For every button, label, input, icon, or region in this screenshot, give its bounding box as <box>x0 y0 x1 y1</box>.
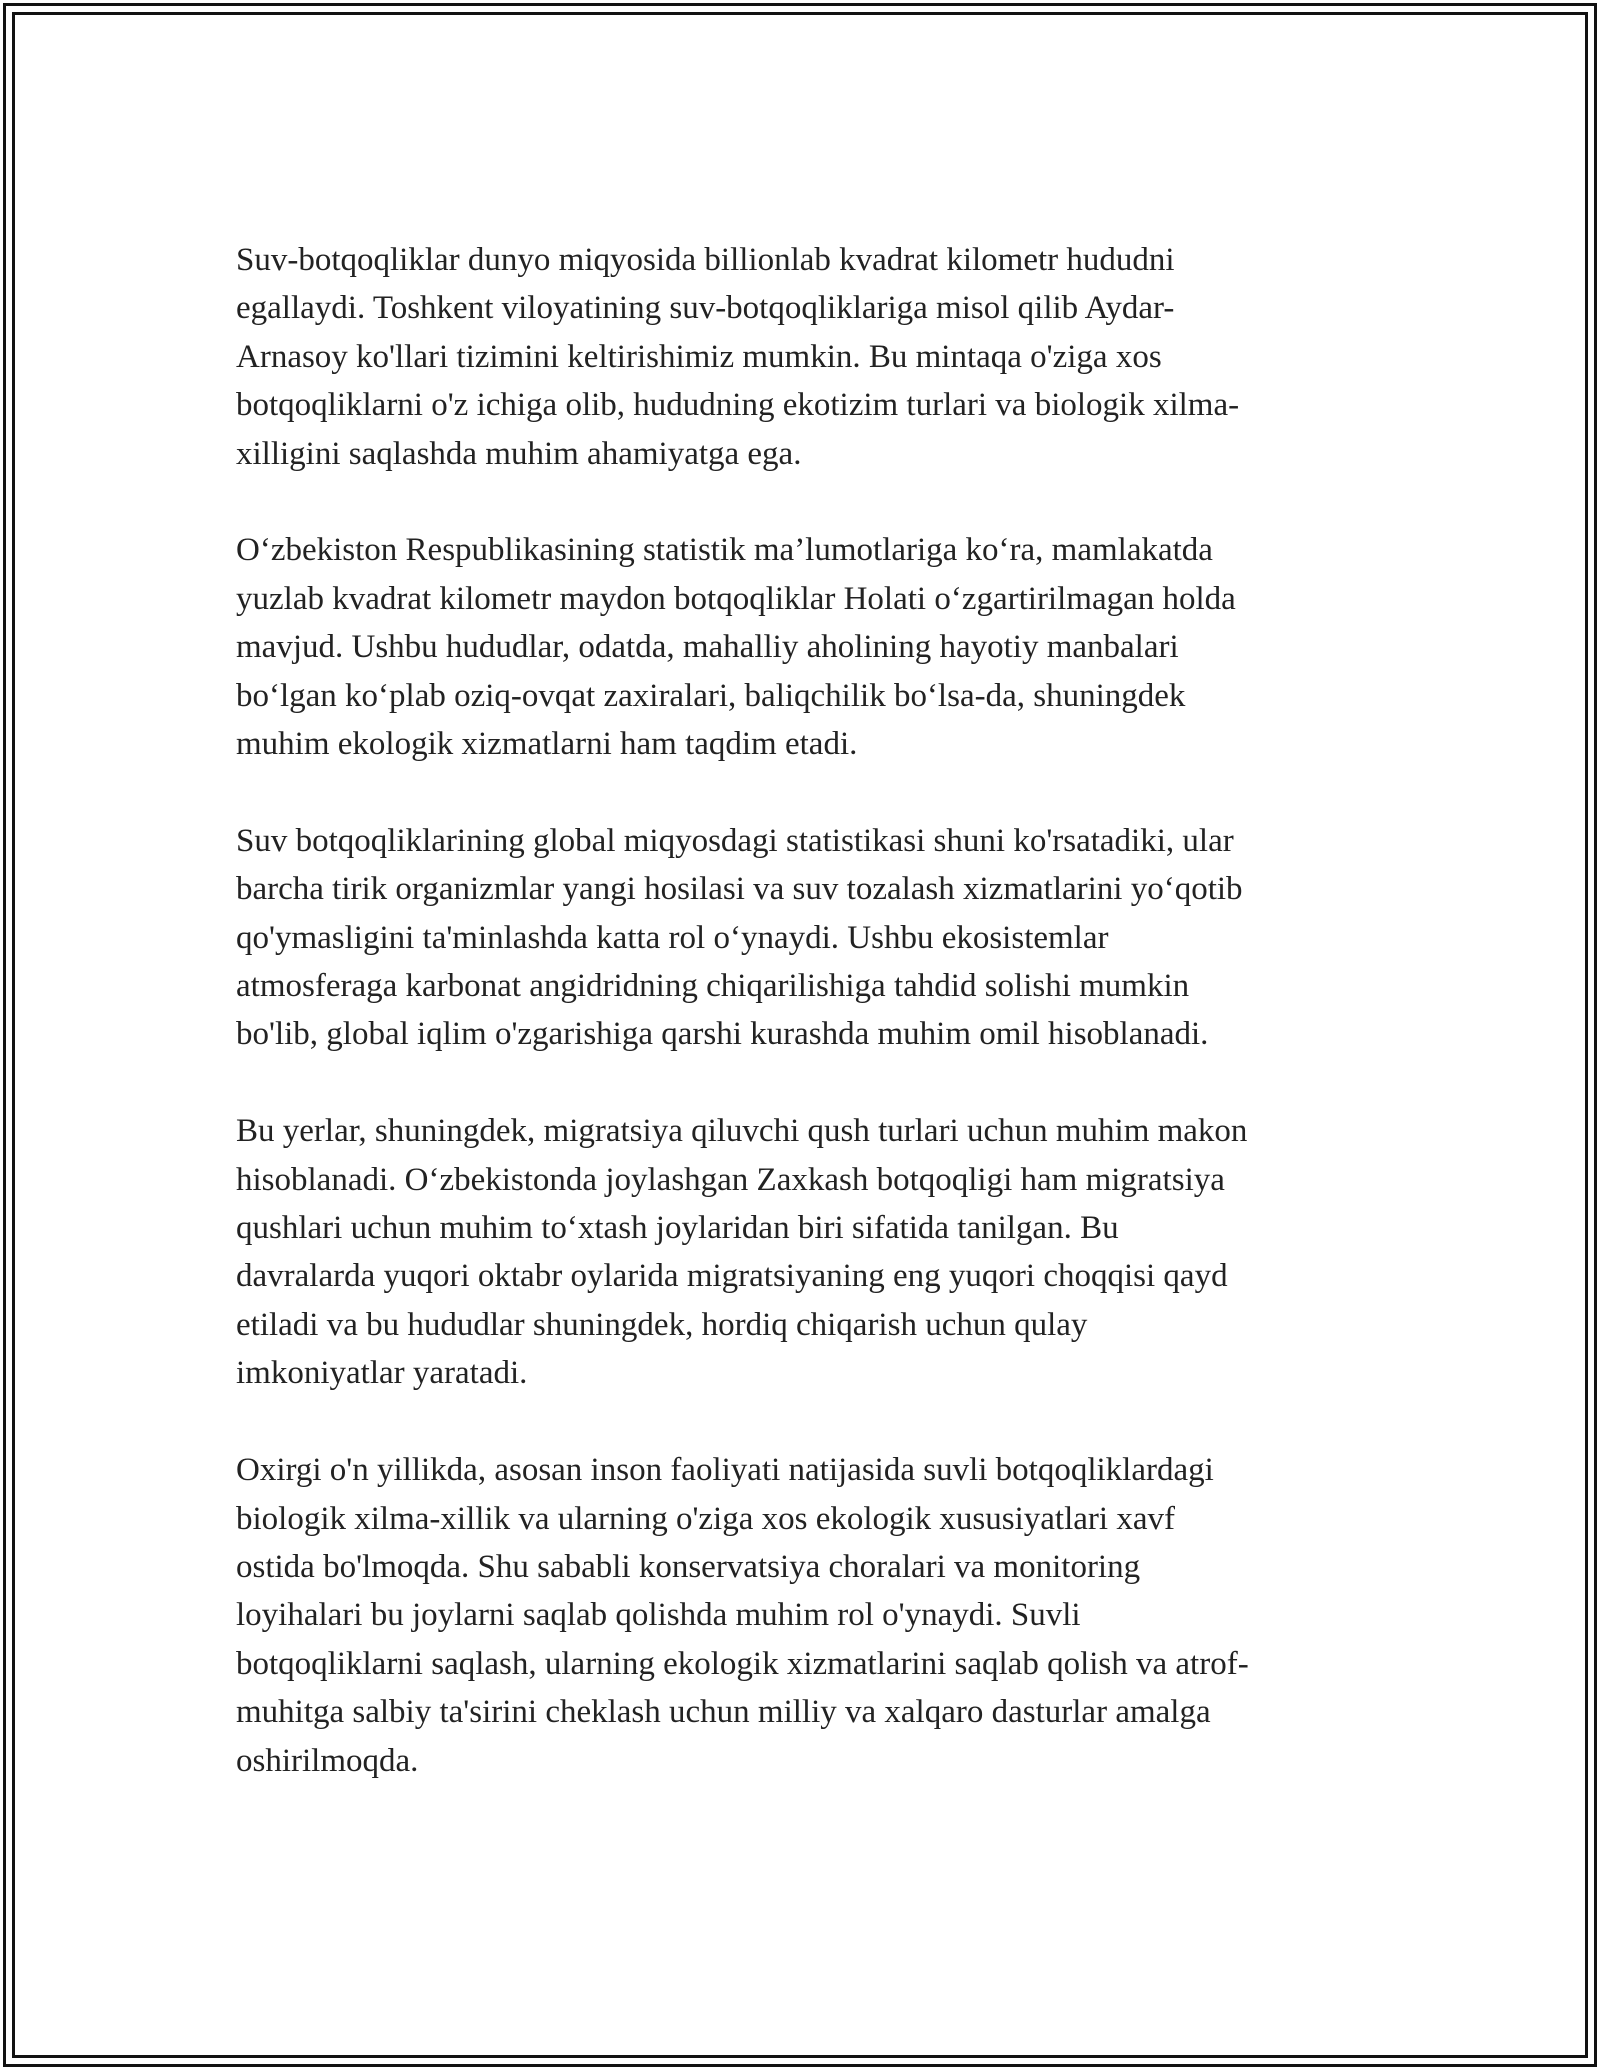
text-line: etiladi va bu hududlar shuningdek, hordiq chiqarish uchun qulay <box>236 1306 1088 1343</box>
document-body <box>236 236 1366 1833</box>
text-line: qo'ymasligini ta'minlashda katta rol o‘ynaydi. Ushbu ekosistemlar <box>236 919 1109 956</box>
text-line: davralarda yuqori oktabr oylarida migratsiyaning eng yuqori choqqisi qayd <box>236 1258 1228 1295</box>
text-line: xilligini saqlashda muhim ahamiyatga ega. <box>236 435 802 472</box>
text-line: Oxirgi o'n yillikda, asosan inson faoliyati natijasida suvli botqoqliklardagi <box>236 1452 1214 1489</box>
paragraph-4 <box>236 1107 1366 1397</box>
text-line: ostida bo'lmoqda. Shu sababli konservatsiya choralari va monitoring <box>236 1548 1141 1585</box>
text-line: oshirilmoqda. <box>236 1742 419 1779</box>
text-line: mavjud. Ushbu hududlar, odatda, mahalliy aholining hayotiy manbalari <box>236 629 1179 666</box>
text-line: loyihalari bu joylarni saqlab qolishda muhim rol o'ynaydi. Suvli <box>236 1597 1081 1634</box>
text-line: qushlari uchun muhim to‘xtash joylaridan biri sifatida tanilgan. Bu <box>236 1210 1119 1247</box>
text-line: Suv-botqoqliklar dunyo miqyosida billionlab kvadrat kilometr hududni <box>236 242 1175 278</box>
text-line: bo‘lgan ko‘plab oziq-ovqat zaxiralari, baliqchilik bo‘lsa-da, shuningdek <box>236 677 1186 714</box>
text-line: barcha tirik organizmlar yangi hosilasi va suv tozalash xizmatlarini yo‘qotib <box>236 871 1243 908</box>
paragraph-1 <box>236 236 1366 478</box>
text-line: muhim ekologik xizmatlarni ham taqdim etadi. <box>236 726 858 763</box>
text-line: egallaydi. Toshkent viloyatining suv-botqoqliklariga misol qilib Aydar- <box>236 290 1175 327</box>
text-line: bo'lib, global iqlim o'zgarishiga qarshi kurashda muhim omil hisoblanadi. <box>236 1016 1209 1053</box>
paragraph-3 <box>236 817 1366 1059</box>
text-line: muhitga salbiy ta'sirini cheklash uchun milliy va xalqaro dasturlar amalga <box>236 1694 1211 1731</box>
text-line: hisoblanadi. O‘zbekistonda joylashgan Zaxkash botqoqligi ham migratsiya <box>236 1161 1225 1198</box>
text-line: imkoniyatlar yaratadi. <box>236 1355 528 1392</box>
text-line: yuzlab kvadrat kilometr maydon botqoqliklar Holati o‘zgartirilmagan holda <box>236 580 1236 617</box>
text-line: atmosferaga karbonat angidridning chiqarilishiga tahdid solishi mumkin <box>236 968 1190 1005</box>
text-line: Bu yerlar, shuningdek, migratsiya qiluvchi qush turlari uchun muhim makon <box>236 1113 1248 1150</box>
text-line: botqoqliklarni saqlash, ularning ekologik xizmatlarini saqlab qolish va atrof- <box>236 1645 1249 1682</box>
text-line: botqoqliklarni o'z ichiga olib, hududning ekotizim turlari va biologik xilma- <box>236 387 1240 424</box>
paragraph-5 <box>236 1446 1366 1785</box>
paragraph-2 <box>236 526 1366 768</box>
text-line: Arnasoy ko'llari tizimini keltirishimiz mumkin. Bu mintaqa o'ziga xos <box>236 338 1162 375</box>
text-line: Suv botqoqliklarining global miqyosdagi statistikasi shuni ko'rsatadiki, ular <box>236 822 1234 859</box>
text-line: O‘zbekiston Respublikasining statistik ma’lumotlariga ko‘ra, mamlakatda <box>236 532 1213 569</box>
text-line: biologik xilma-xillik va ularning o'ziga xos ekologik xususiyatlari xavf <box>236 1500 1175 1537</box>
